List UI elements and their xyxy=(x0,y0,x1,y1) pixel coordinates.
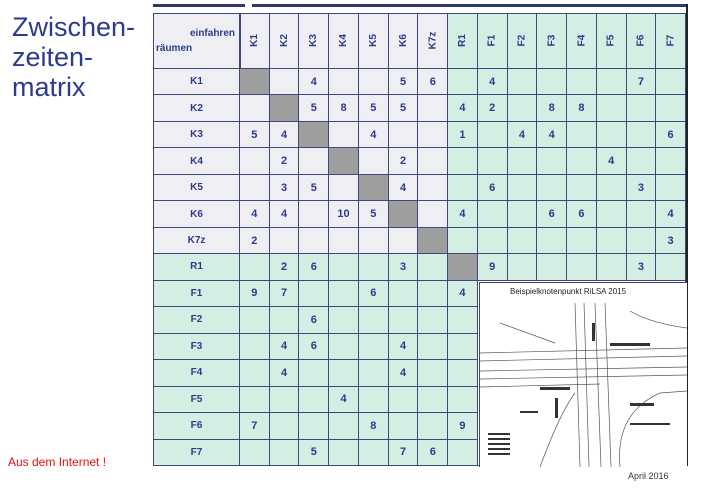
matrix-cell xyxy=(240,360,270,386)
column-header xyxy=(448,13,478,69)
matrix-cell xyxy=(448,148,478,174)
matrix-cell xyxy=(508,254,538,280)
matrix-cell xyxy=(329,413,359,439)
matrix-cell xyxy=(597,122,627,148)
matrix-cell xyxy=(508,148,538,174)
matrix-cell xyxy=(329,148,359,174)
matrix-cell xyxy=(240,307,270,333)
column-header-label: K1 xyxy=(249,34,261,47)
matrix-cell xyxy=(418,175,448,201)
row-header: K4 xyxy=(153,148,240,174)
matrix-cell xyxy=(418,281,448,307)
matrix-cell xyxy=(329,360,359,386)
matrix-cell: 2 xyxy=(270,254,300,280)
matrix-cell: 4 xyxy=(270,201,300,227)
matrix-cell xyxy=(567,175,597,201)
matrix-cell xyxy=(359,254,389,280)
column-header xyxy=(656,13,686,69)
matrix-cell xyxy=(656,95,686,121)
matrix-cell xyxy=(597,95,627,121)
column-header-label: F7 xyxy=(665,34,677,47)
matrix-cell xyxy=(270,95,300,121)
matrix-cell xyxy=(597,201,627,227)
matrix-cell: 6 xyxy=(299,334,329,360)
matrix-cell: 10 xyxy=(329,201,359,227)
matrix-cell xyxy=(299,387,329,413)
matrix-cell xyxy=(448,228,478,254)
matrix-cell xyxy=(448,387,478,413)
column-header-label: K2 xyxy=(278,34,290,47)
matrix-cell: 2 xyxy=(478,95,508,121)
matrix-cell: 6 xyxy=(299,254,329,280)
matrix-cell xyxy=(627,228,657,254)
row-header: F3 xyxy=(153,334,240,360)
matrix-cell: 4 xyxy=(389,334,419,360)
matrix-cell xyxy=(240,95,270,121)
matrix-cell xyxy=(240,440,270,466)
matrix-cell: 4 xyxy=(448,201,478,227)
matrix-cell xyxy=(448,254,478,280)
column-header xyxy=(359,13,389,69)
matrix-cell xyxy=(448,440,478,466)
matrix-cell xyxy=(240,387,270,413)
matrix-cell xyxy=(418,360,448,386)
title-line: zeiten- xyxy=(12,42,94,72)
matrix-cell xyxy=(537,69,567,95)
matrix-cell: 4 xyxy=(240,201,270,227)
matrix-cell: 4 xyxy=(270,360,300,386)
matrix-cell: 3 xyxy=(627,254,657,280)
matrix-cell: 6 xyxy=(418,440,448,466)
column-header-label: K7z xyxy=(427,31,439,50)
matrix-cell: 9 xyxy=(448,413,478,439)
matrix-cell xyxy=(240,148,270,174)
column-header-label: K5 xyxy=(367,34,379,47)
matrix-cell: 6 xyxy=(537,201,567,227)
matrix-cell xyxy=(448,307,478,333)
corner-row-label: räumen xyxy=(156,43,193,54)
matrix-cell xyxy=(597,254,627,280)
matrix-cell: 5 xyxy=(240,122,270,148)
row-header: F7 xyxy=(153,440,240,466)
matrix-cell xyxy=(627,148,657,174)
matrix-cell: 4 xyxy=(448,281,478,307)
column-header xyxy=(567,13,597,69)
matrix-cell xyxy=(359,307,389,333)
column-header xyxy=(508,13,538,69)
matrix-cell xyxy=(329,69,359,95)
date-note: April 2016 xyxy=(628,471,669,481)
matrix-cell: 4 xyxy=(270,334,300,360)
matrix-cell xyxy=(418,254,448,280)
matrix-cell xyxy=(567,228,597,254)
matrix-cell: 5 xyxy=(389,95,419,121)
matrix-cell: 4 xyxy=(359,122,389,148)
matrix-cell xyxy=(299,360,329,386)
column-header-label: K3 xyxy=(308,34,320,47)
matrix-cell xyxy=(359,360,389,386)
matrix-cell xyxy=(270,387,300,413)
matrix-cell: 4 xyxy=(270,122,300,148)
matrix-cell xyxy=(448,69,478,95)
matrix-cell xyxy=(240,175,270,201)
matrix-cell xyxy=(537,228,567,254)
column-header-label: F5 xyxy=(605,34,617,47)
matrix-cell xyxy=(448,175,478,201)
matrix-cell: 9 xyxy=(240,281,270,307)
matrix-cell: 6 xyxy=(359,281,389,307)
matrix-cell: 7 xyxy=(389,440,419,466)
matrix-cell xyxy=(359,175,389,201)
matrix-cell: 6 xyxy=(656,122,686,148)
matrix-cell xyxy=(508,228,538,254)
row-header: R1 xyxy=(153,254,240,280)
matrix-cell: 7 xyxy=(270,281,300,307)
matrix-cell xyxy=(567,254,597,280)
matrix-cell xyxy=(299,281,329,307)
matrix-cell: 5 xyxy=(389,69,419,95)
inset-title: Beispielknotenpunkt RiLSA 2015 xyxy=(510,287,627,296)
matrix-cell: 6 xyxy=(418,69,448,95)
row-header: K7z xyxy=(153,228,240,254)
column-header-label: F2 xyxy=(516,34,528,47)
matrix-cell xyxy=(329,281,359,307)
matrix-cell xyxy=(329,334,359,360)
matrix-cell xyxy=(240,69,270,95)
matrix-cell: 2 xyxy=(270,148,300,174)
matrix-cell: 5 xyxy=(299,95,329,121)
matrix-cell xyxy=(389,228,419,254)
matrix-cell xyxy=(270,307,300,333)
matrix-cell xyxy=(389,201,419,227)
matrix-cell xyxy=(389,413,419,439)
row-header: K1 xyxy=(153,69,240,95)
matrix-cell xyxy=(418,201,448,227)
corner-col-label: einfahren xyxy=(189,28,235,39)
matrix-cell: 5 xyxy=(359,95,389,121)
matrix-cell: 4 xyxy=(389,175,419,201)
column-header xyxy=(329,13,359,69)
matrix-cell xyxy=(299,228,329,254)
matrix-cell xyxy=(270,413,300,439)
matrix-cell xyxy=(240,334,270,360)
matrix-cell: 6 xyxy=(299,307,329,333)
matrix-cell xyxy=(359,228,389,254)
matrix-cell xyxy=(418,148,448,174)
matrix-cell xyxy=(359,440,389,466)
matrix-cell xyxy=(567,122,597,148)
matrix-cell: 4 xyxy=(299,69,329,95)
matrix-cell xyxy=(627,122,657,148)
column-header xyxy=(537,13,567,69)
matrix-cell xyxy=(329,228,359,254)
column-header-label: R1 xyxy=(456,34,468,47)
matrix-cell: 8 xyxy=(329,95,359,121)
matrix-cell xyxy=(359,69,389,95)
matrix-cell xyxy=(448,334,478,360)
matrix-cell xyxy=(329,307,359,333)
column-header xyxy=(627,13,657,69)
matrix-cell xyxy=(418,334,448,360)
matrix-cell xyxy=(418,307,448,333)
column-header-label: K4 xyxy=(338,34,350,47)
matrix-cell xyxy=(508,95,538,121)
row-header: F2 xyxy=(153,307,240,333)
matrix-cell: 6 xyxy=(478,175,508,201)
column-header xyxy=(478,13,508,69)
row-header: F6 xyxy=(153,413,240,439)
row-header: F5 xyxy=(153,387,240,413)
matrix-cell xyxy=(627,95,657,121)
column-header xyxy=(418,13,448,69)
row-header: K2 xyxy=(153,95,240,121)
matrix-cell xyxy=(389,307,419,333)
matrix-cell xyxy=(627,201,657,227)
matrix-cell xyxy=(508,201,538,227)
column-header-label: F3 xyxy=(546,34,558,47)
row-header: K3 xyxy=(153,122,240,148)
column-header-label: F6 xyxy=(635,34,647,47)
junction-plan-inset xyxy=(479,282,687,467)
column-header xyxy=(597,13,627,69)
matrix-cell: 9 xyxy=(478,254,508,280)
matrix-cell: 3 xyxy=(627,175,657,201)
matrix-cell xyxy=(537,175,567,201)
row-header: F4 xyxy=(153,360,240,386)
matrix-cell xyxy=(240,254,270,280)
matrix-cell xyxy=(389,281,419,307)
matrix-cell: 5 xyxy=(299,175,329,201)
matrix-cell: 7 xyxy=(240,413,270,439)
matrix-cell xyxy=(656,175,686,201)
matrix-cell: 8 xyxy=(359,413,389,439)
matrix-cell xyxy=(418,413,448,439)
matrix-cell: 2 xyxy=(240,228,270,254)
matrix-cell xyxy=(270,228,300,254)
matrix-cell: 6 xyxy=(567,201,597,227)
matrix-cell xyxy=(418,387,448,413)
row-header: F1 xyxy=(153,281,240,307)
junction-plan-drawing xyxy=(480,283,687,467)
matrix-cell xyxy=(656,148,686,174)
column-header-label: F1 xyxy=(486,34,498,47)
title-line: Zwischen- xyxy=(12,12,136,42)
matrix-cell xyxy=(508,175,538,201)
title-line: matrix xyxy=(12,72,86,102)
column-header xyxy=(240,13,270,69)
matrix-cell xyxy=(537,148,567,174)
matrix-cell xyxy=(299,413,329,439)
matrix-cell: 8 xyxy=(537,95,567,121)
matrix-cell: 2 xyxy=(389,148,419,174)
matrix-cell: 4 xyxy=(329,387,359,413)
matrix-cell xyxy=(299,122,329,148)
matrix-cell xyxy=(329,440,359,466)
matrix-cell xyxy=(359,387,389,413)
matrix-cell xyxy=(329,175,359,201)
matrix-cell: 3 xyxy=(270,175,300,201)
matrix-cell xyxy=(299,201,329,227)
matrix-cell xyxy=(508,69,538,95)
column-header xyxy=(270,13,300,69)
matrix-cell xyxy=(359,334,389,360)
matrix-cell: 3 xyxy=(389,254,419,280)
matrix-cell: 4 xyxy=(597,148,627,174)
matrix-cell: 4 xyxy=(448,95,478,121)
matrix-cell xyxy=(448,360,478,386)
matrix-cell xyxy=(389,387,419,413)
matrix-cell xyxy=(597,175,627,201)
source-note: Aus dem Internet ! xyxy=(8,455,107,469)
matrix-cell: 4 xyxy=(656,201,686,227)
matrix-cell xyxy=(389,122,419,148)
matrix-cell xyxy=(270,440,300,466)
matrix-cell: 1 xyxy=(448,122,478,148)
row-header: K5 xyxy=(153,175,240,201)
column-header-label: F4 xyxy=(575,34,587,47)
column-header xyxy=(299,13,329,69)
matrix-cell xyxy=(418,95,448,121)
matrix-cell xyxy=(656,69,686,95)
matrix-cell xyxy=(597,69,627,95)
matrix-cell: 7 xyxy=(627,69,657,95)
matrix-cell xyxy=(270,69,300,95)
matrix-cell: 4 xyxy=(478,69,508,95)
matrix-cell xyxy=(478,148,508,174)
slide-title xyxy=(12,12,152,102)
top-rule-left xyxy=(153,4,245,7)
matrix-cell xyxy=(478,201,508,227)
matrix-cell: 5 xyxy=(299,440,329,466)
matrix-cell: 4 xyxy=(508,122,538,148)
matrix-cell: 4 xyxy=(537,122,567,148)
matrix-corner-header xyxy=(153,13,240,69)
matrix-cell xyxy=(567,69,597,95)
matrix-cell xyxy=(567,148,597,174)
matrix-cell xyxy=(418,122,448,148)
matrix-cell: 4 xyxy=(389,360,419,386)
matrix-cell xyxy=(656,254,686,280)
matrix-cell xyxy=(478,228,508,254)
matrix-cell xyxy=(329,254,359,280)
matrix-cell xyxy=(478,122,508,148)
matrix-cell xyxy=(537,254,567,280)
matrix-cell: 3 xyxy=(656,228,686,254)
matrix-cell xyxy=(597,228,627,254)
top-rule-right xyxy=(252,4,688,7)
column-header xyxy=(389,13,419,69)
matrix-cell xyxy=(359,148,389,174)
matrix-cell xyxy=(329,122,359,148)
row-header: K6 xyxy=(153,201,240,227)
matrix-cell: 5 xyxy=(359,201,389,227)
matrix-cell: 8 xyxy=(567,95,597,121)
column-header-label: K6 xyxy=(397,34,409,47)
matrix-cell xyxy=(418,228,448,254)
matrix-cell xyxy=(299,148,329,174)
